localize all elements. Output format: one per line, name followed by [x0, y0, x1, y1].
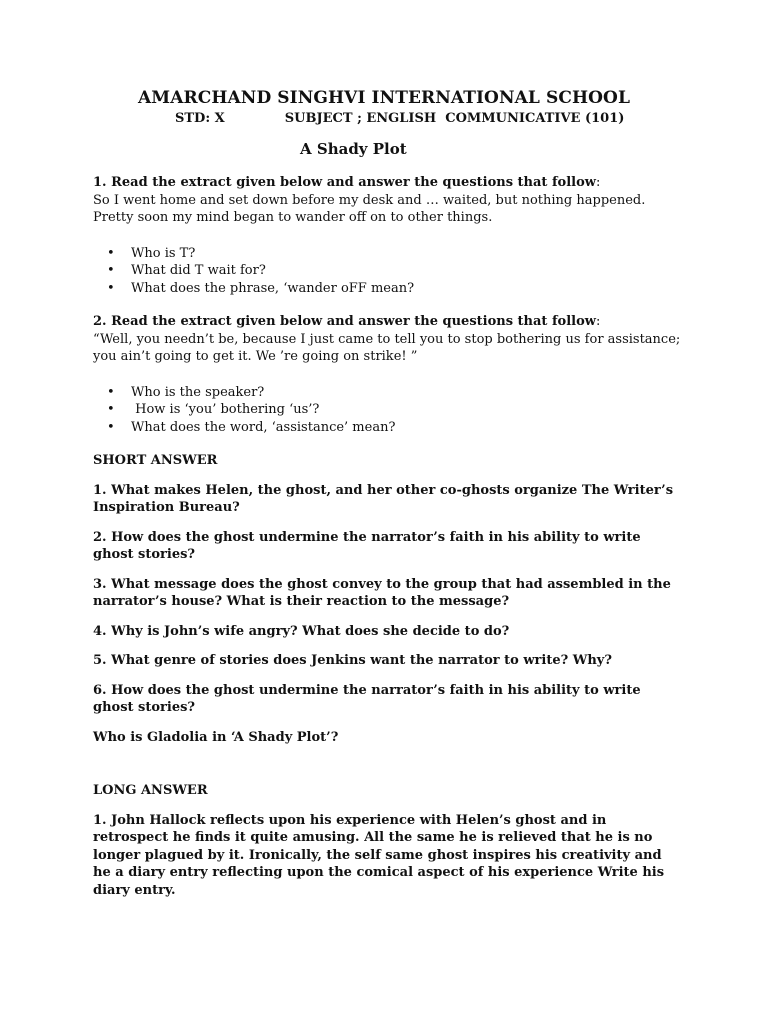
- bullet-icon: •: [107, 384, 115, 400]
- subject-label: SUBJECT ; ENGLISH COMMUNICATIVE (101): [284, 111, 625, 126]
- bullet-icon: •: [107, 419, 115, 435]
- extract-question-1: [93, 174, 683, 297]
- bullet-icon: •: [107, 280, 115, 296]
- extract-heading: [93, 174, 683, 192]
- short-question: 4. Why is John’s wife angry? What does she decide to do?: [93, 623, 510, 639]
- list-item: [107, 262, 683, 280]
- short-question: 2. How does the ghost undermine the narrator’s faith in his ability to write ghost stories?: [93, 529, 641, 562]
- std-label: STD: X: [175, 111, 225, 126]
- list-item: [107, 401, 683, 419]
- list-item: [107, 280, 683, 298]
- long-question-text: 1. John Hallock reflects upon his experience with Helen’s ghost and in retrospect he finds it quite amusing. All the same he is relieved that he is no longer plagued by it. Ironically, the self same ghost inspires his creativity and he a diary entry reflecting upon the comical aspect of his experience Write his: [93, 812, 665, 880]
- short-answer-heading: SHORT ANSWER: [93, 453, 218, 468]
- sub-question: What does the word, ‘assistance’ mean?: [131, 419, 396, 435]
- bullet-icon: •: [107, 402, 115, 417]
- document-title: A Shady Plot: [300, 140, 407, 158]
- short-question: Who is Gladolia in ‘A Shady Plot’?: [93, 729, 339, 745]
- list-item: [107, 419, 683, 437]
- long-question-continuation: diary entry.: [93, 882, 176, 898]
- sub-question: What does the phrase, ‘wander oFF mean?: [131, 280, 415, 296]
- sub-question: Who is T?: [131, 245, 196, 261]
- short-question: 5. What genre of stories does Jenkins want the narrator to write? Why?: [93, 653, 612, 668]
- extract-heading-colon: :: [595, 314, 601, 329]
- class-subject-line: [175, 111, 624, 126]
- list-item: [107, 245, 683, 263]
- sub-question-list: [93, 245, 683, 298]
- short-question: 6. How does the ghost undermine the narrator’s faith in his ability to write ghost stories?: [93, 682, 641, 715]
- school-name: AMARCHAND SINGHVI INTERNATIONAL SCHOOL: [138, 88, 630, 108]
- extract-heading-colon: :: [595, 175, 601, 190]
- sub-question: How is ‘you’ bothering ‘us’?: [131, 402, 320, 417]
- bullet-icon: •: [107, 245, 115, 261]
- sub-question: Who is the speaker?: [131, 384, 265, 400]
- list-item: [107, 384, 683, 402]
- extract-heading: [93, 313, 683, 331]
- sub-question-list: [93, 384, 683, 437]
- worksheet-content: [93, 174, 683, 899]
- short-question: 3. What message does the ghost convey to the group that had assembled in the narrator’s house? What is their reaction to the message?: [93, 576, 671, 609]
- extract-question-2: [93, 313, 683, 436]
- long-answer-heading: LONG ANSWER: [93, 783, 208, 798]
- extract-text: “Well, you needn’t be, because I just came to tell you to stop bothering us for assistance; you ain’t going to get it. We ’re going on strike! ”: [93, 331, 681, 364]
- bullet-icon: •: [107, 263, 115, 278]
- sub-question: What did T wait for?: [131, 263, 266, 278]
- extract-heading-text: 1. Read the extract given below and answer the questions that follow: [93, 175, 596, 190]
- extract-text: So I went home and set down before my desk and … waited, but nothing happened. Pretty soon my mind began to wander off on to other things.: [93, 192, 646, 225]
- long-question: [93, 812, 683, 900]
- extract-heading-text: 2. Read the extract given below and answer the questions that follow: [93, 314, 596, 329]
- short-question: 1. What makes Helen, the ghost, and her other co-ghosts organize The Writer’s Inspiration Bureau?: [93, 482, 674, 515]
